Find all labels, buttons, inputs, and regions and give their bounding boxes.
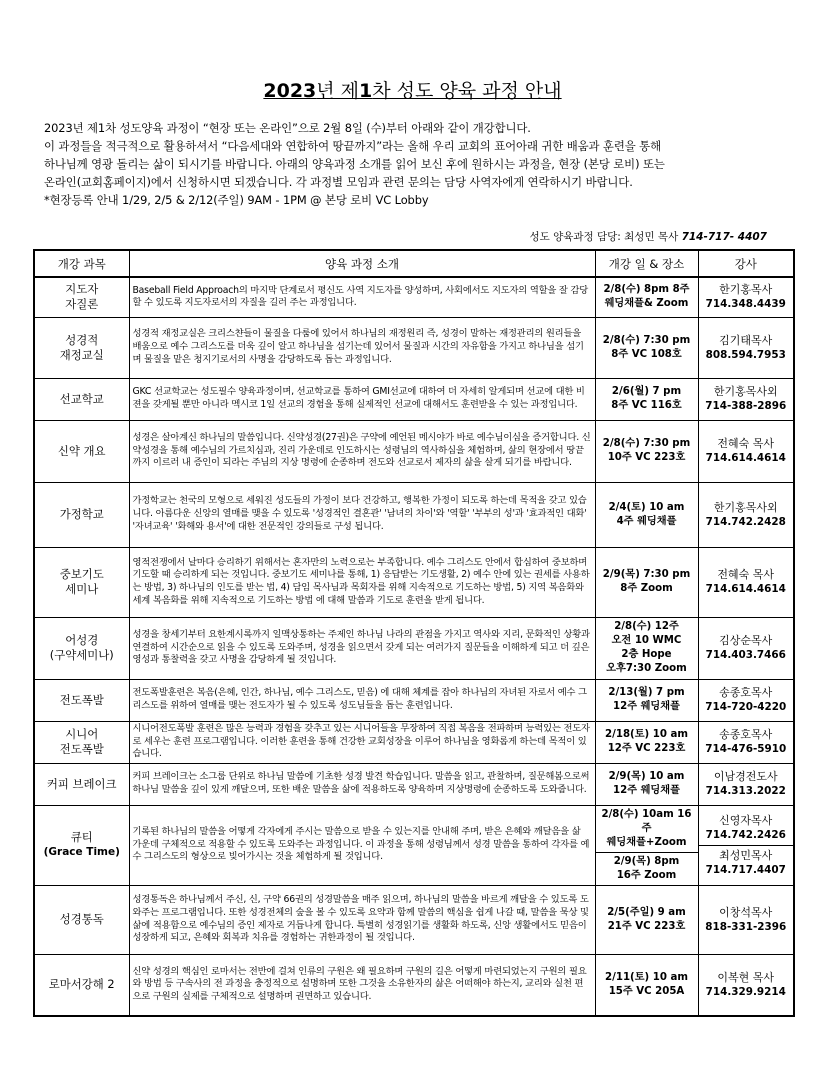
date-line: 웨딩채플+Zoom bbox=[606, 836, 687, 848]
date-line: 8주 VC 116호 bbox=[611, 400, 682, 411]
course-date-place bbox=[595, 420, 698, 482]
teacher-name: 전혜숙 목사 bbox=[717, 568, 775, 581]
teacher-name: 한기홍목사외 bbox=[713, 385, 778, 398]
table-row bbox=[34, 547, 794, 617]
course-date-place bbox=[595, 679, 698, 721]
date-line: 15주 VC 205A bbox=[608, 985, 685, 997]
course-date-place bbox=[595, 547, 698, 617]
date-line: 2/8(수) 10am 16주 bbox=[601, 808, 692, 834]
course-teacher bbox=[698, 763, 794, 805]
teacher-phone: 714.403.7466 bbox=[705, 649, 786, 661]
course-name-line: 선교학교 bbox=[59, 391, 104, 406]
date-line: 16주 Zoom bbox=[616, 869, 677, 881]
date-line: 2/5(주일) 9 am bbox=[607, 906, 686, 918]
date-line: 오전 10 WMC bbox=[611, 635, 682, 646]
teacher-name: 한기홍목사 bbox=[719, 283, 773, 297]
course-date-place bbox=[595, 378, 698, 420]
teacher-name: 이남경전도사 bbox=[713, 770, 778, 783]
teacher-name: 송종호목사 bbox=[719, 686, 773, 699]
table-row bbox=[34, 885, 794, 954]
course-teacher bbox=[698, 277, 794, 317]
date-line: 12주 웨딩채플 bbox=[613, 701, 680, 712]
course-teacher bbox=[698, 482, 794, 547]
teacher-name: 한기홍목사외 bbox=[713, 500, 778, 514]
date-line: 8주 Zoom bbox=[620, 583, 673, 594]
registration-note: *현장등록 안내 1/29, 2/5 & 2/12(주일) 9AM - 1PM @ 본당 로비 VC Lobby bbox=[44, 193, 429, 207]
teacher-name: 신영자목사 bbox=[719, 813, 773, 827]
date-line: 2/9(목) 10 am bbox=[608, 771, 685, 782]
course-name-line: 세미나 bbox=[65, 582, 99, 596]
course-description: 성경을 창세기부터 요한계시록까지 일맥상통하는 주제인 하나님 나라의 관점을 가지고 역사와 지리, 문화적인 상황과 연결하여 시간순으로 읽을 수 있도록 도와주며, 성경을 읽으면서 갖게 되는 여러가지 질문들을 이해하게 되고 더 깊은 영성과 통찰력을 갖고 사명을 감당하게 될 것입니다. bbox=[129, 617, 595, 679]
date-line: 2/8(수) 8pm 8주 bbox=[603, 284, 690, 296]
header-course: 개강 과목 bbox=[34, 250, 129, 277]
date-line: 12주 웨딩채플 bbox=[613, 785, 680, 796]
date-line: 21주 VC 223호 bbox=[607, 920, 686, 932]
header-date-place: 개강 일 & 장소 bbox=[595, 250, 698, 277]
teacher-name: 최성민목사 bbox=[719, 848, 773, 862]
teacher-name: 전혜숙 목사 bbox=[717, 437, 775, 450]
course-date-place bbox=[595, 617, 698, 679]
course-name-line: 로마서강해 2 bbox=[48, 977, 115, 992]
course-name-line: 성경통독 bbox=[59, 912, 104, 926]
date-line: 2/4(토) 10 am bbox=[608, 501, 685, 513]
course-name bbox=[34, 482, 129, 547]
teacher-phone: 714.717.4407 bbox=[705, 863, 786, 876]
table-row bbox=[34, 721, 794, 763]
table-row bbox=[34, 378, 794, 420]
course-name bbox=[34, 679, 129, 721]
course-name bbox=[34, 763, 129, 805]
course-description: 가정학교는 천국의 모형으로 세워진 성도들의 가정이 보다 건강하고, 행복한 가정이 되도록 하는데 목적을 갖고 있습니다. 아름다운 신앙의 열매를 맺을 수 있도록 '성경적인 결혼관' '남녀의 차이'와 '역할' '부부의 성'과 '효과적인 대화' '자녀교육' '화해와 용서'에 대한 전문적인 강의들로 구성 됩니다. bbox=[129, 482, 595, 547]
course-name-line: 커피 브레이크 bbox=[46, 776, 117, 791]
course-name-line: 전도폭발 bbox=[59, 692, 104, 707]
teacher-name: 김상순목사 bbox=[719, 634, 773, 647]
table-row bbox=[34, 763, 794, 805]
course-teacher bbox=[698, 679, 794, 721]
date-line: 10주 VC 223호 bbox=[607, 452, 686, 463]
course-description: 성경적 재정교실은 크리스챤들이 물질을 다룸에 있어서 하나님의 재정원리 즉, 성경이 말하는 재정관리의 원리들을 배움으로 예수 그리스도를 더욱 깊이 알고 하나님을 섬기는데 있어서 물질과 시간의 자유함을 가지고 하나님을 섬기며 물질을 맡은 청지기로서의 사명을 감당하도록 돕는 과정입니다. bbox=[129, 317, 595, 378]
teacher-phone: 714-388-2896 bbox=[705, 400, 787, 412]
course-description: 기록된 하나님의 말씀을 어떻게 각자에게 주시는 말씀으로 받을 수 있는지를 안내해 주며, 받은 은혜와 깨달음을 삶 가운데 구체적으로 적용할 수 있도록 도와주는 과정입니다. 이 과정을 통해 성령님께서 성경 말씀을 통하여 각자를 예수 그리스도의 형상으로 빚어가시는 것을 체험하게 될 것입니다. bbox=[129, 805, 595, 885]
date-group bbox=[596, 806, 698, 853]
contact-phone: 714-717- 4407 bbox=[681, 231, 767, 243]
course-teacher bbox=[698, 317, 794, 378]
course-name-line: 중보기도 bbox=[59, 567, 104, 581]
course-name bbox=[34, 420, 129, 482]
course-description: 커피 브레이크는 소그룹 단위로 하나님 말씀에 기초한 성경 발견 학습입니다. 말씀을 읽고, 관찰하며, 질문해봄으로써 하나님 말씀을 깊이 있게 깨달으며, 또한 배운 말씀을 삶에 적용하도록 양육하며 지상명령에 순종하도록 도와줍니다. bbox=[129, 763, 595, 805]
course-description: 영적전쟁에서 날마다 승리하기 위해서는 혼자만의 노력으로는 부족합니다. 예수 그리스도 안에서 합심하여 중보하며 기도할 때 승리하게 되는 것입니다. 중보기도 세미나를 통해, 1) 응답받는 기도생활, 2) 예수 안에 있는 권세를 사용하는 방법, 3) 하나님의 인도를 받는 법, 4) 담임 목사님과 목회자를 위해 지속적으로 기도하는 방법, 5) 지역 복음화와 세계 복음화를 위해 지속적으로 기도하는 방법 에 대해 말씀과 기도로 훈련을 받게 됩니다. bbox=[129, 547, 595, 617]
teacher-phone: 714.329.9214 bbox=[705, 985, 786, 998]
intro-line: 하나님께 영광 돌리는 삶이 되시기를 바랍니다. 아래의 양육과정 소개를 읽어 보신 후에 원하시는 과정을, 현장 (본당 로비) 또는 bbox=[44, 157, 665, 171]
course-date-place bbox=[595, 482, 698, 547]
course-date-place bbox=[595, 763, 698, 805]
teacher-name: 송종호목사 bbox=[719, 728, 773, 741]
course-description: GKC 선교학교는 성도필수 양육과정이며, 선교학교를 통하여 GMI선교에 대하여 더 자세히 알게되며 선교에 대한 비젼을 갖게될 뿐만 아니라 멕시코 1일 선교의 경험을 통해 실제적인 선교에 대해서도 훈련받을 수 있는 과정입니다. bbox=[129, 378, 595, 420]
course-name bbox=[34, 317, 129, 378]
table-row bbox=[34, 954, 794, 1016]
course-teacher bbox=[698, 420, 794, 482]
course-description: 성경은 살아계신 하나님의 말씀입니다. 신약성경(27권)은 구약에 예언된 메시야가 바로 예수님이심을 증거합니다. 신약성경을 통해 예수님의 가르치심과, 진리 가운데로 인도하시는 성령님의 역사하심을 체험하며, 삶의 현장에서 땅끝 까지 이르러 내 증인이 되라는 주님의 지상 명령에 순종하며 전도와 선교로서 제자의 삶을 살게 되기를 바랍니다. bbox=[129, 420, 595, 482]
course-date-place bbox=[595, 954, 698, 1016]
teacher-name: 이창석목사 bbox=[719, 905, 773, 919]
course-teacher bbox=[698, 721, 794, 763]
teacher-name: 이복현 목사 bbox=[717, 970, 775, 984]
course-name bbox=[34, 378, 129, 420]
date-line: 2층 Hope bbox=[621, 649, 672, 660]
date-line: 4주 웨딩채플 bbox=[616, 515, 677, 527]
table-row bbox=[34, 277, 794, 317]
table-row bbox=[34, 617, 794, 679]
teacher-phone: 808.594.7953 bbox=[705, 348, 786, 361]
course-name-line: 전도폭발 bbox=[59, 742, 104, 756]
course-name bbox=[34, 805, 129, 885]
course-name bbox=[34, 885, 129, 954]
header-teacher: 강사 bbox=[698, 250, 794, 277]
course-date-place bbox=[595, 885, 698, 954]
date-line: 2/9(목) 8pm bbox=[613, 855, 680, 867]
teacher-phone: 714-476-5910 bbox=[705, 743, 787, 755]
course-name bbox=[34, 277, 129, 317]
date-line: 2/8(수) 12주 bbox=[614, 621, 679, 632]
table-row bbox=[34, 420, 794, 482]
course-name bbox=[34, 617, 129, 679]
course-date-place bbox=[595, 805, 698, 885]
date-line: 12주 VC 223호 bbox=[607, 743, 686, 754]
date-line: 2/18(토) 10 am bbox=[605, 729, 688, 740]
date-line: 오후7:30 Zoom bbox=[606, 663, 687, 674]
course-teacher bbox=[698, 805, 794, 885]
intro-line: 온라인(교회홈페이지)에서 신청하시면 되겠습니다. 각 과정별 모임과 관련 문의는 담당 사역자에게 연락하시기 바랍니다. bbox=[44, 175, 633, 189]
course-name bbox=[34, 547, 129, 617]
teacher-phone: 818-331-2396 bbox=[705, 920, 787, 933]
header-description: 양육 과정 소개 bbox=[129, 250, 595, 277]
teacher-phone: 714.614.4614 bbox=[705, 452, 786, 464]
table-row bbox=[34, 679, 794, 721]
teacher-phone: 714-720-4220 bbox=[705, 701, 787, 713]
course-name-line: 큐티 bbox=[70, 830, 93, 844]
date-line: 2/9(목) 7:30 pm bbox=[602, 569, 691, 580]
course-teacher bbox=[698, 547, 794, 617]
course-subtitle: (Grace Time) bbox=[43, 846, 120, 858]
date-group bbox=[596, 853, 698, 885]
table-row bbox=[34, 482, 794, 547]
course-date-place bbox=[595, 277, 698, 317]
date-line: 2/8(수) 7:30 pm bbox=[602, 334, 691, 346]
course-name-line: 자질론 bbox=[65, 297, 99, 312]
contact-line: 성도 양육과정 담당: 최성민 목사 714-717- 4407 bbox=[529, 231, 767, 243]
course-teacher bbox=[698, 885, 794, 954]
date-line: 2/8(수) 7:30 pm bbox=[602, 438, 691, 449]
teacher-phone: 714.348.4439 bbox=[705, 298, 786, 311]
course-description: 신약 성경의 핵심인 로마서는 전반에 걸쳐 인류의 구원은 왜 필요하며 구원의 길은 어떻게 마련되었는지 구원의 필요와 방법 등 구속사의 전 과정을 충정적으로 설명하며 또한 그것을 소유한자의 삶은 어떠해야 하는지, 교리와 실천 편으로 구원의 실제를 구체적으로 설명하며 권면하고 있습니다. bbox=[129, 954, 595, 1016]
course-date-place bbox=[595, 721, 698, 763]
intro-line: 2023년 제1차 성도양육 과정이 “현장 또는 온라인”으로 2월 8일 (수)부터 아래와 같이 개강합니다. bbox=[44, 121, 531, 135]
course-description: 성경통독은 하나님께서 주신, 신, 구약 66권의 성경말씀을 매주 읽으며, 하나님의 말씀을 바르게 깨달을 수 있도록 도와주는 프로그램입니다. 또한 성경전체의 숲을 볼 수 있도록 요약과 함께 말씀의 핵심을 쉽게 나갈 때, 말씀을 묵상 및 삶에 적용함으로 예수님의 증인 제자로 거듭나게 합니다. 특별히 성경읽기를 생활화 하도록, 신앙 생활에서도 믿음이 성장하게 되고, 은혜와 회복과 치유를 경험하는 귀한과정이 될 것입니다. bbox=[129, 885, 595, 954]
teacher-phone: 714.742.2426 bbox=[705, 828, 786, 841]
course-teacher bbox=[698, 954, 794, 1016]
teacher-phone: 714.313.2022 bbox=[705, 785, 786, 797]
course-name-line: 성경적 bbox=[65, 332, 99, 347]
course-name-line: 가정학교 bbox=[59, 507, 104, 521]
course-description: 전도폭발훈련은 복음(은혜, 인간, 하나님, 예수 그리스도, 믿음) 에 대해 체계를 잡아 하나님의 자녀된 자로서 예수 그리스도를 위하여 열매를 맺는 전도자가 될 수 있도록 성도님들을 돕는 훈련입니다. bbox=[129, 679, 595, 721]
intro-text bbox=[44, 119, 784, 209]
course-description: Baseball Field Approach의 마지막 단계로서 평신도 사역 지도자를 양성하며, 사회에서도 지도자의 역할을 잘 감당할 수 있도록 지도자로서의 자질을 길러 주는 과정입니다. bbox=[129, 277, 595, 317]
table-row bbox=[34, 317, 794, 378]
date-line: 2/13(월) 7 pm bbox=[608, 687, 685, 698]
date-line: 2/11(토) 10 am bbox=[605, 971, 688, 983]
course-teacher bbox=[698, 378, 794, 420]
date-line: 8주 VC 108호 bbox=[611, 348, 682, 360]
teacher-phone: 714.742.2428 bbox=[705, 515, 786, 528]
course-description: 시니어전도폭발 훈련은 많은 능력과 경험을 갖추고 있는 시니어들을 무장하여 직접 복음을 전파하며 능력있는 전도자로 세우는 훈련 프로그램입니다. 이러한 훈련을 통해 건강한 교회성장을 이루어 하나님을 영화롭게 하는데 목적이 있습니다. bbox=[129, 721, 595, 763]
table-row bbox=[34, 805, 794, 885]
teacher-group bbox=[699, 811, 794, 846]
teacher-name: 김기태목사 bbox=[719, 333, 773, 347]
course-teacher bbox=[698, 617, 794, 679]
course-name-line: 어성경 bbox=[65, 633, 99, 647]
course-name-line: 신약 개요 bbox=[57, 443, 106, 458]
date-line: 웨딩채플& Zoom bbox=[604, 298, 689, 310]
page-title: 2023년 제1차 성도 양육 과정 안내 bbox=[263, 80, 562, 102]
course-name bbox=[34, 954, 129, 1016]
course-name-line: (구약세미나) bbox=[49, 648, 114, 662]
course-name-line: 재정교실 bbox=[59, 347, 104, 362]
course-date-place bbox=[595, 317, 698, 378]
course-name-line: 지도자 bbox=[65, 282, 99, 297]
course-name bbox=[34, 721, 129, 763]
teacher-phone: 714.614.4614 bbox=[705, 583, 786, 595]
course-table bbox=[33, 249, 795, 1017]
course-name-line: 시니어 bbox=[65, 727, 99, 741]
teacher-group bbox=[699, 846, 794, 880]
date-line: 2/6(월) 7 pm bbox=[611, 386, 682, 397]
intro-line: 이 과정들을 적극적으로 활용하셔서 “다음세대와 연합하여 땅끝까지”라는 올해 우리 교회의 표어아래 귀한 배움과 훈련을 통해 bbox=[44, 139, 661, 153]
